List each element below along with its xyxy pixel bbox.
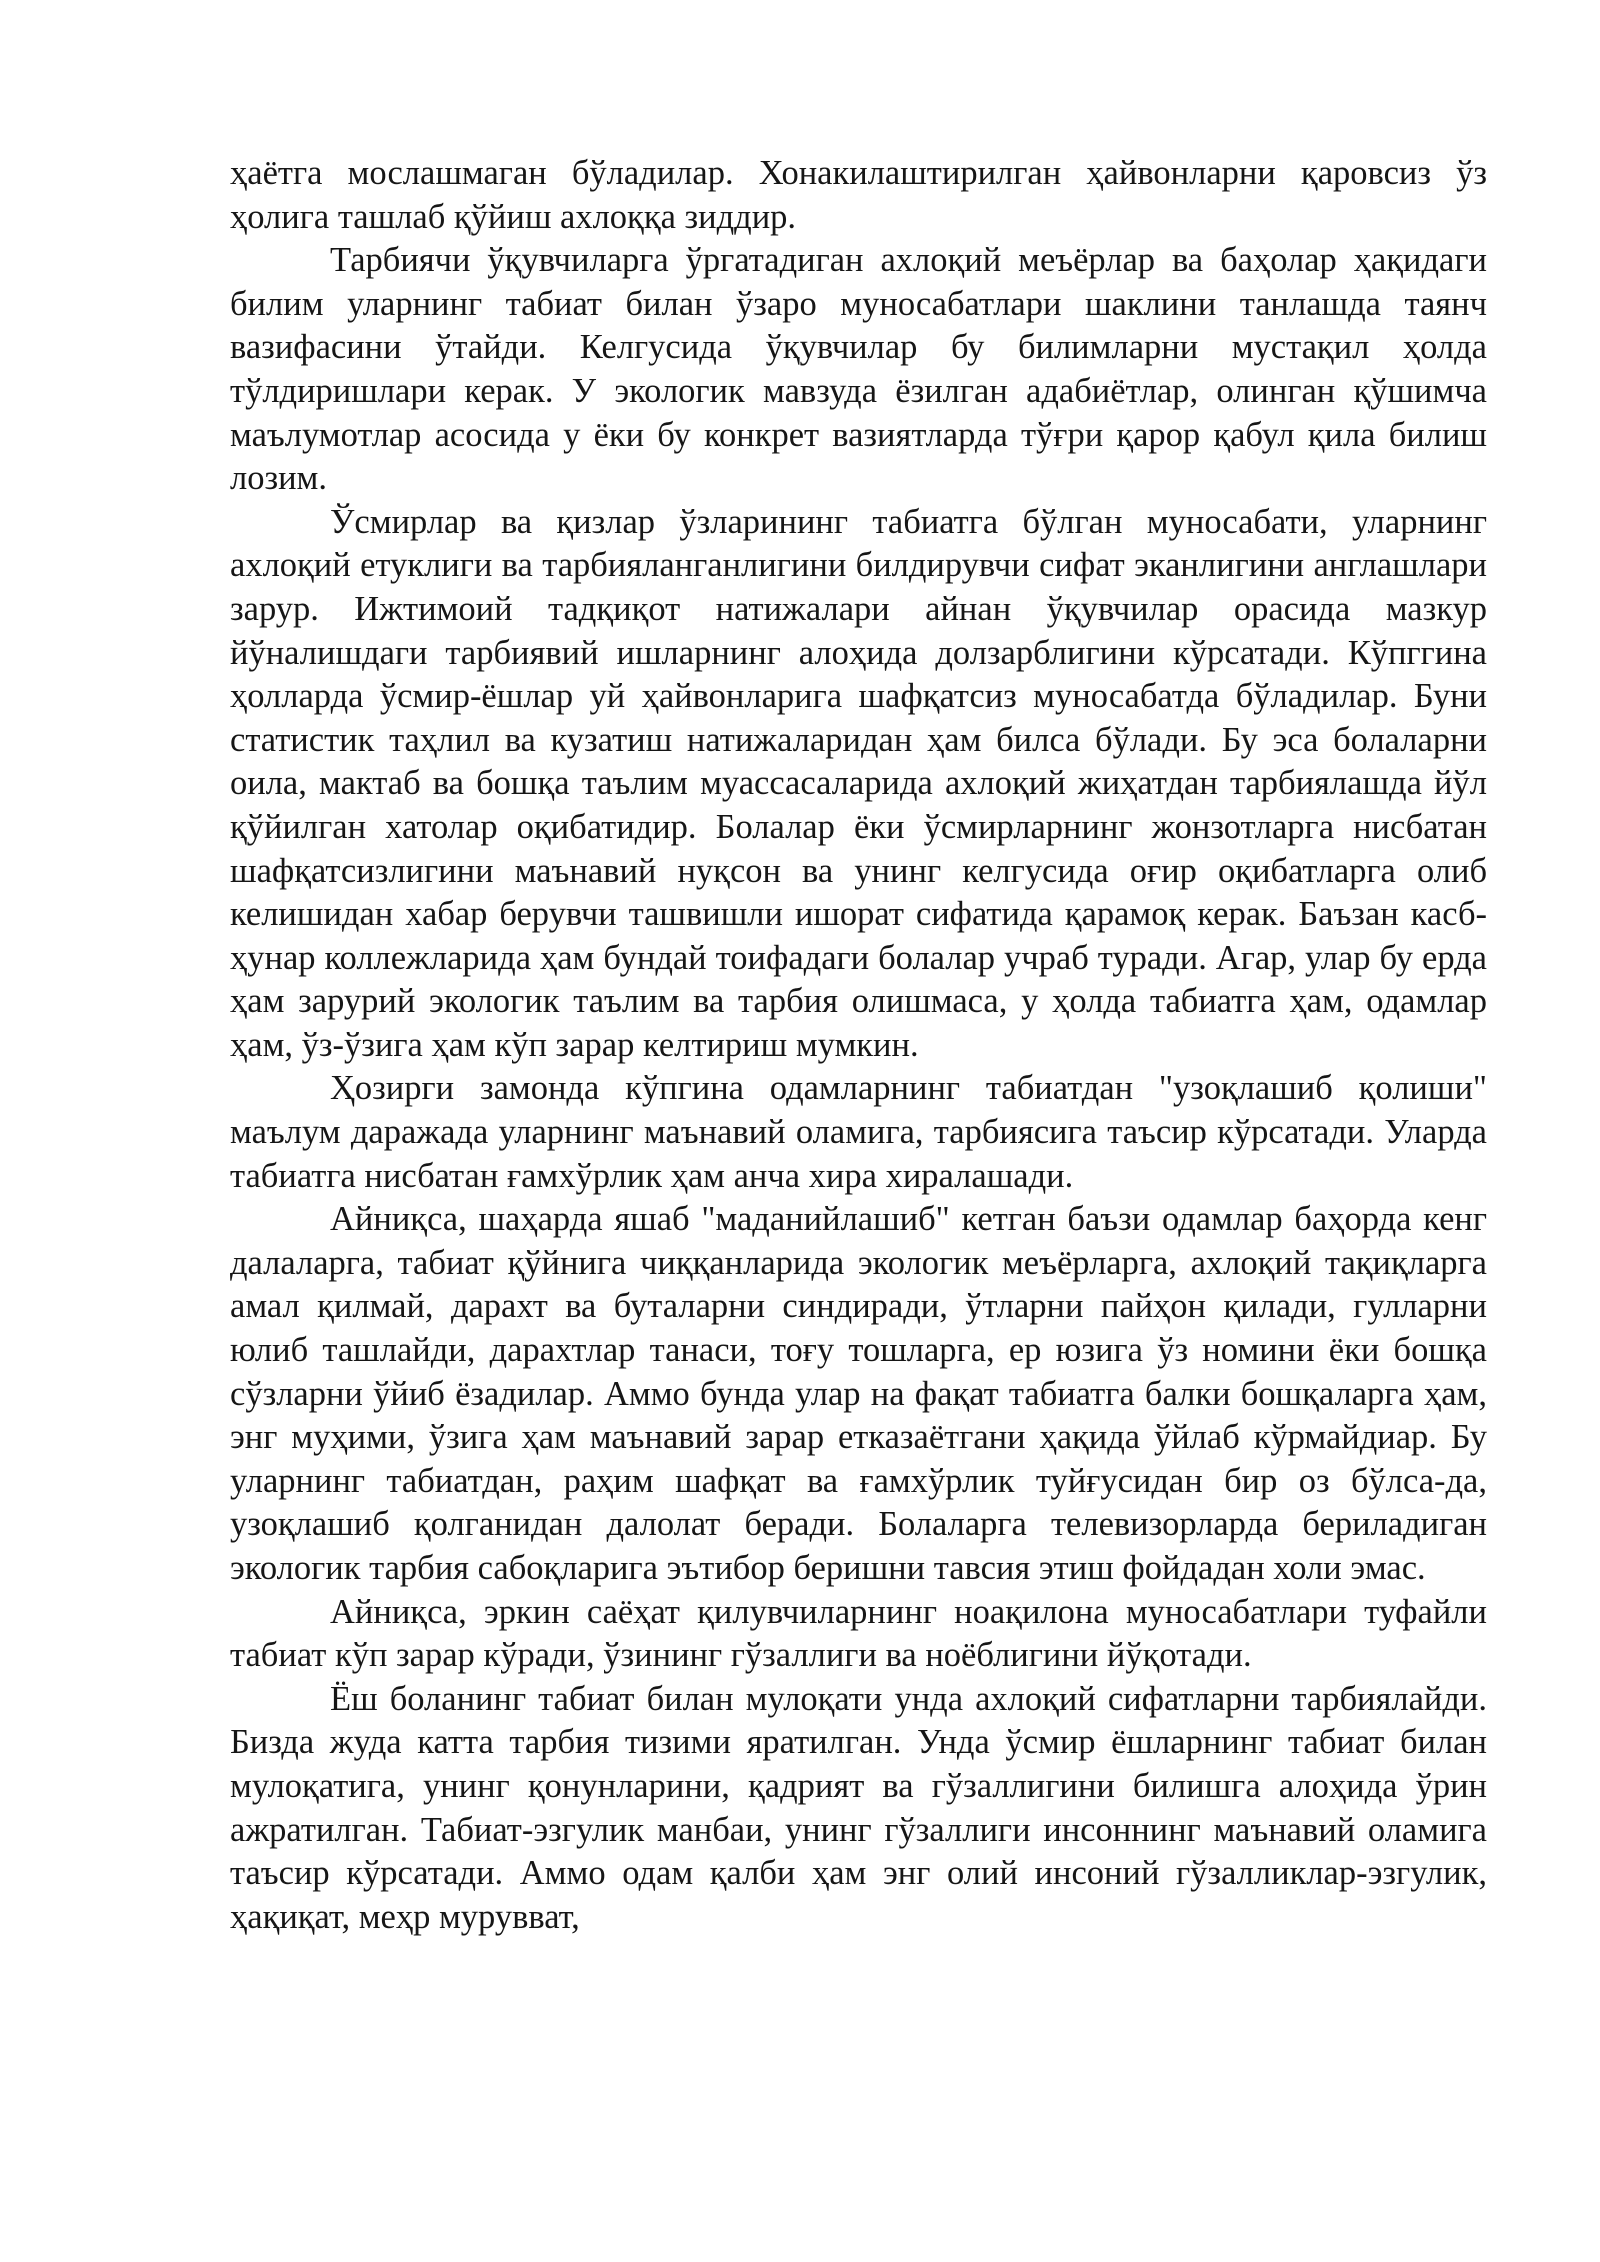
paragraph: Айниқса, шаҳарда яшаб "маданийлашиб" кетган баъзи одамлар баҳорда кенг далаларга, табиат қўйнига чиққанларида экологик меъёрларга, ахлоқий тақиқларга амал қилмай, дарахт ва буталарни синдиради, ўтларни пайҳон қилади, гулларни юлиб ташлайди, дарахтлар танаси, тоғу тошларга, ер юзига ўз номини ёки бошқа сўзларни ўйиб ёзадилар. Аммо бунда улар на фақат табиатга балки бошқаларга ҳам, энг муҳими, ўзига ҳам маънавий зарар етказаётгани ҳақида ўйлаб кўрмайдиар. Бу уларнинг табиатдан, раҳим шафқат ва ғамхўрлик туйғусидан бир оз бўлса-да, узоқлашиб қолганидан далолат беради. Болаларга телевизорларда бериладиган экологик тарбия сабоқларига эътибор беришни тавсия этиш фойдадан холи эмас. — [230, 1200, 1487, 1587]
paragraph: Ўсмирлар ва қизлар ўзларининг табиатга бўлган муносабати, уларнинг ахлоқий етуклиги ва тарбияланганлигини билдирувчи сифат эканлигини англашлари зарур. Ижтимоий тадқиқот натижалари айнан ўқувчилар орасида мазкур йўналишдаги тарбиявий ишларнинг алоҳида долзарблигини кўрсатади. Кўпггина ҳолларда ўсмир-ёшлар уй ҳайвонларига шафқатсиз муносабатда бўладилар. Буни статистик таҳлил ва кузатиш натижаларидан ҳам билса бўлади. Бу эса болаларни оила, мактаб ва бошқа таълим муассасаларида ахлоқий жиҳатдан тарбиялашда йўл қўйилган хатолар оқибатидир. Болалар ёки ўсмирларнинг жонзотларга нисбатан шафқатсизлигини маънавий нуқсон ва унинг келгусида оғир оқибатларга олиб келишидан хабар берувчи ташвишли ишорат сифатида қарамоқ керак. Баъзан касб-ҳунар коллежларида ҳам бундай тоифадаги болалар учраб туради. Агар, улар бу ерда ҳам зарурий экологик таълим ва тарбия олишмаса, у ҳолда табиатга ҳам, одамлар ҳам, ўз-ўзига ҳам кўп зарар келтириш мумкин. — [230, 502, 1487, 1064]
document-body — [230, 152, 1487, 1939]
paragraph: Ёш боланинг табиат билан мулоқати унда ахлоқий сифатларни тарбиялайди. Бизда жуда катта тарбия тизими яратилган. Унда ўсмир ёшларнинг табиат билан мулоқатига, унинг қонунларини, қадрият ва гўзаллигини билишга алоҳида ўрин ажратилган. Табиат-эзгулик манбаи, унинг гўзаллиги инсоннинг маънавий оламига таъсир кўрсатади. Аммо одам қалби ҳам энг олий инсоний гўзалликлар-эзгулик, ҳақиқат, меҳр мурувват, — [230, 1679, 1487, 1936]
paragraph: Айниқса, эркин саёҳат қилувчиларнинг ноақилона муносабатлари туфайли табиат кўп зарар кўради, ўзининг гўзаллиги ва ноёблигини йўқотади. — [230, 1592, 1487, 1675]
paragraph: Тарбиячи ўқувчиларга ўргатадиган ахлоқий меъёрлар ва баҳолар ҳақидаги билим уларнинг табиат билан ўзаро муносабатлари шаклини танлашда таянч вазифасини ўтайди. Келгусида ўқувчилар бу билимларни мустақил ҳолда тўлдиришлари керак. У экологик мавзуда ёзилган адабиётлар, олинган қўшимча маълумотлар асосида у ёки бу конкрет вазиятларда тўғри қарор қабул қила билиш лозим. — [230, 241, 1487, 498]
paragraph-continued: ҳаётга мослашмаган бўладилар. Хонакилаштирилган ҳайвонларни қаровсиз ўз ҳолига ташлаб қўйиш ахлоққа зиддир. — [230, 154, 1487, 236]
paragraph: Ҳозирги замонда кўпгина одамларнинг табиатдан "узоқлашиб қолиши" маълум даражада уларнинг маънавий оламига, тарбиясига таъсир кўрсатади. Уларда табиатга нисбатан ғамхўрлик ҳам анча хира хиралашади. — [230, 1069, 1487, 1195]
